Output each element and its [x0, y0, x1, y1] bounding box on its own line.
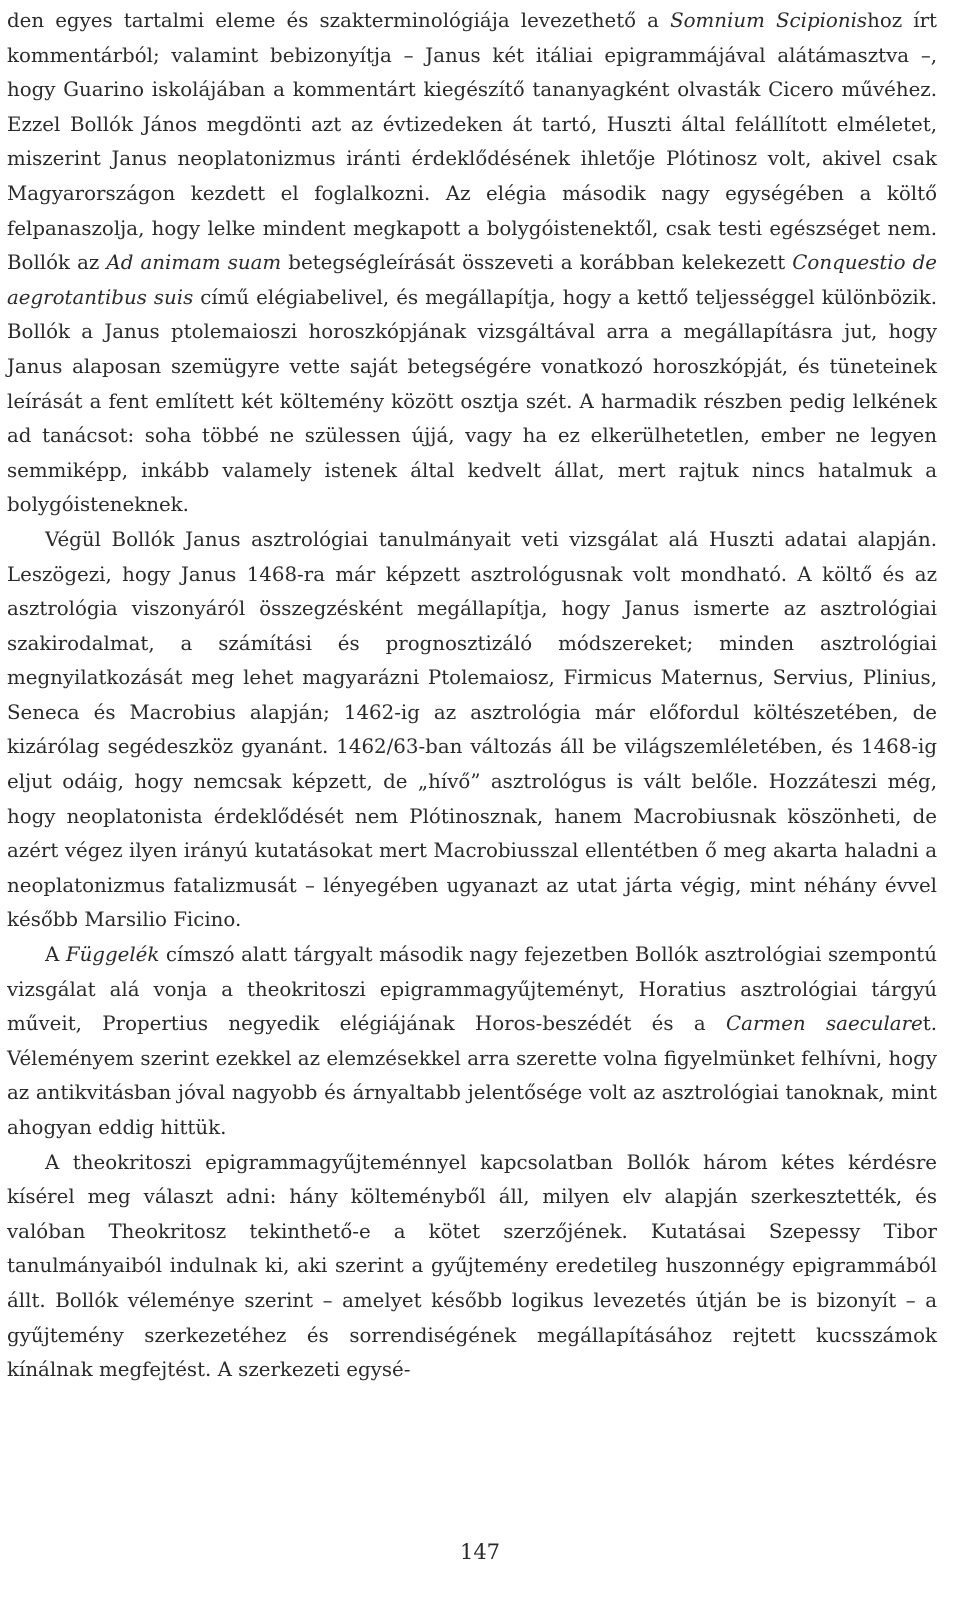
italic-title: Ad animam suam: [106, 251, 282, 275]
paragraph-3: [7, 938, 937, 1146]
text-segment: Végül Bollók Janus asztrológiai tanulmányait veti vizsgálat alá Huszti adatai alapján. Leszögezi, hogy Janus 1468-ra már képzett asztrológusnak volt mondható. A költő és az asztrológia viszonyáról összegzésként megállapítja, hogy Janus ismerte az asztrológiai szakirodalmat, a számítási és prognosztizáló módszereket; minden asztrológiai megnyilatkozását meg lehet magyarázni Ptolemaiosz, Firmicus Maternus, Servius, Plinius, Seneca és Macrobius alapján; 1462-ig az asztrológia már előfordul költészetében, de kizárólag segédeszköz gyanánt. 1462/63-ban változás áll be világszemléletében, és 1468-ig eljut odáig, hogy nemcsak képzett, de „hívő” asztrológus is vált belőle. Hozzáteszi még, hogy neoplatonista érdeklődését nem Plótinosznak, hanem Macrobiusnak köszönheti, de azért végez ilyen irányú kutatásokat mert Macrobiusszal ellentétben ő meg akarta haladni a neoplatonizmus fatalizmusát – lényegében ugyanazt az utat járta végig, mint néhány évvel később Marsilio Ficino.: [7, 527, 937, 932]
italic-title: Függelék: [65, 943, 160, 967]
italic-title: Conquestio de aegrotantibus suis: [7, 251, 938, 309]
page-number: 147: [459, 1540, 501, 1564]
paragraph-2: [7, 523, 937, 938]
paragraph-1: [7, 4, 937, 523]
text-segment: A theokritoszi epigrammagyűjteménnyel kapcsolatban Bollók három kétes kérdésre kísérel meg választ adni: hány költeményből áll, milyen elv alapján szerkesztették, és valóban Theokritosz tekinthető-e a kötet szerzőjének. Kutatásai Szepessy Tibor tanulmányaiból indulnak ki, aki szerint a gyűjtemény eredetileg huszonnégy epigrammából állt. Bollók véleménye szerint – amelyet később logikus levezetés útján be is bizonyít – a gyűjtemény szerkezetéhez és sorrendiségének megállapításához rejtett kucsszámok kínálnak megfejtést. A szerkezeti egysé-: [7, 1150, 937, 1382]
italic-title: Carmen saeculare: [726, 1012, 923, 1036]
text-segment: den egyes tartalmi eleme és szakterminológiája levezethető a: [7, 9, 671, 32]
text-segment: betegségleírását összeveti a korábban kelekezett: [281, 251, 793, 275]
text-segment: című elégiabelivel, és megállapítja, hogy a kettő teljességgel különbözik. Bollók a Janus ptolemaioszi horoszkópjának vizsgáltával arra a megállapításra jut, hogy Janus alaposan szemügyre vette saját betegségére vonatkozó horoszkópját, és tüneteinek leírását a fent említett két költemény között osztja szét. A harmadik részben pedig lelkének ad tanácsot: soha többé ne szülessen újjá, vagy ha ez elkerülhetetlen, ember ne legyen semmiképp, inkább valamely istenek által kedvelt állat, mert rajtuk nincs hatalmuk a bolygóisteneknek.: [7, 285, 937, 517]
text-segment: A: [45, 943, 66, 967]
document-page: [7, 4, 937, 1388]
italic-title: Somnium Scipionis: [670, 9, 868, 32]
text-segment: t. Véleményem szerint ezekkel az elemzésekkel arra szerette volna figyelmünket felhívni, hogy az antikvitásban jóval nagyobb és árnyaltabb jelentősége volt az asztrológiai tanoknak, mint ahogyan eddig hittük.: [7, 1012, 937, 1139]
text-segment: címszó alatt tárgyalt második nagy fejezetben Bollók asztrológiai szempontú vizsgálat alá vonja a theokritoszi epigrammagyűjteményt, Horatius asztrológiai tárgyú műveit, Propertius negyedik elégiájának Horos-beszédét és a: [7, 943, 937, 1036]
paragraph-4: [7, 1146, 937, 1388]
text-segment: hoz írt kommentárból; valamint bebizonyítja – Janus két itáliai epigrammájával alátámasztva –, hogy Guarino iskolájában a kommentárt kiegészítő tananyagként olvasták Cicero művéhez. Ezzel Bollók János megdönti azt az évtizedeken át tartó, Huszti által felállított elméletet, miszerint Janus neoplatonizmus iránti érdeklődésének ihletője Plótinosz volt, akivel csak Magyarországon kezdett el foglalkozni. Az elégia második nagy egységében a költő felpanaszolja, hogy lelke mindent megkapott a bolygóistenektől, csak testi egészséget nem. Bollók az: [7, 9, 937, 275]
